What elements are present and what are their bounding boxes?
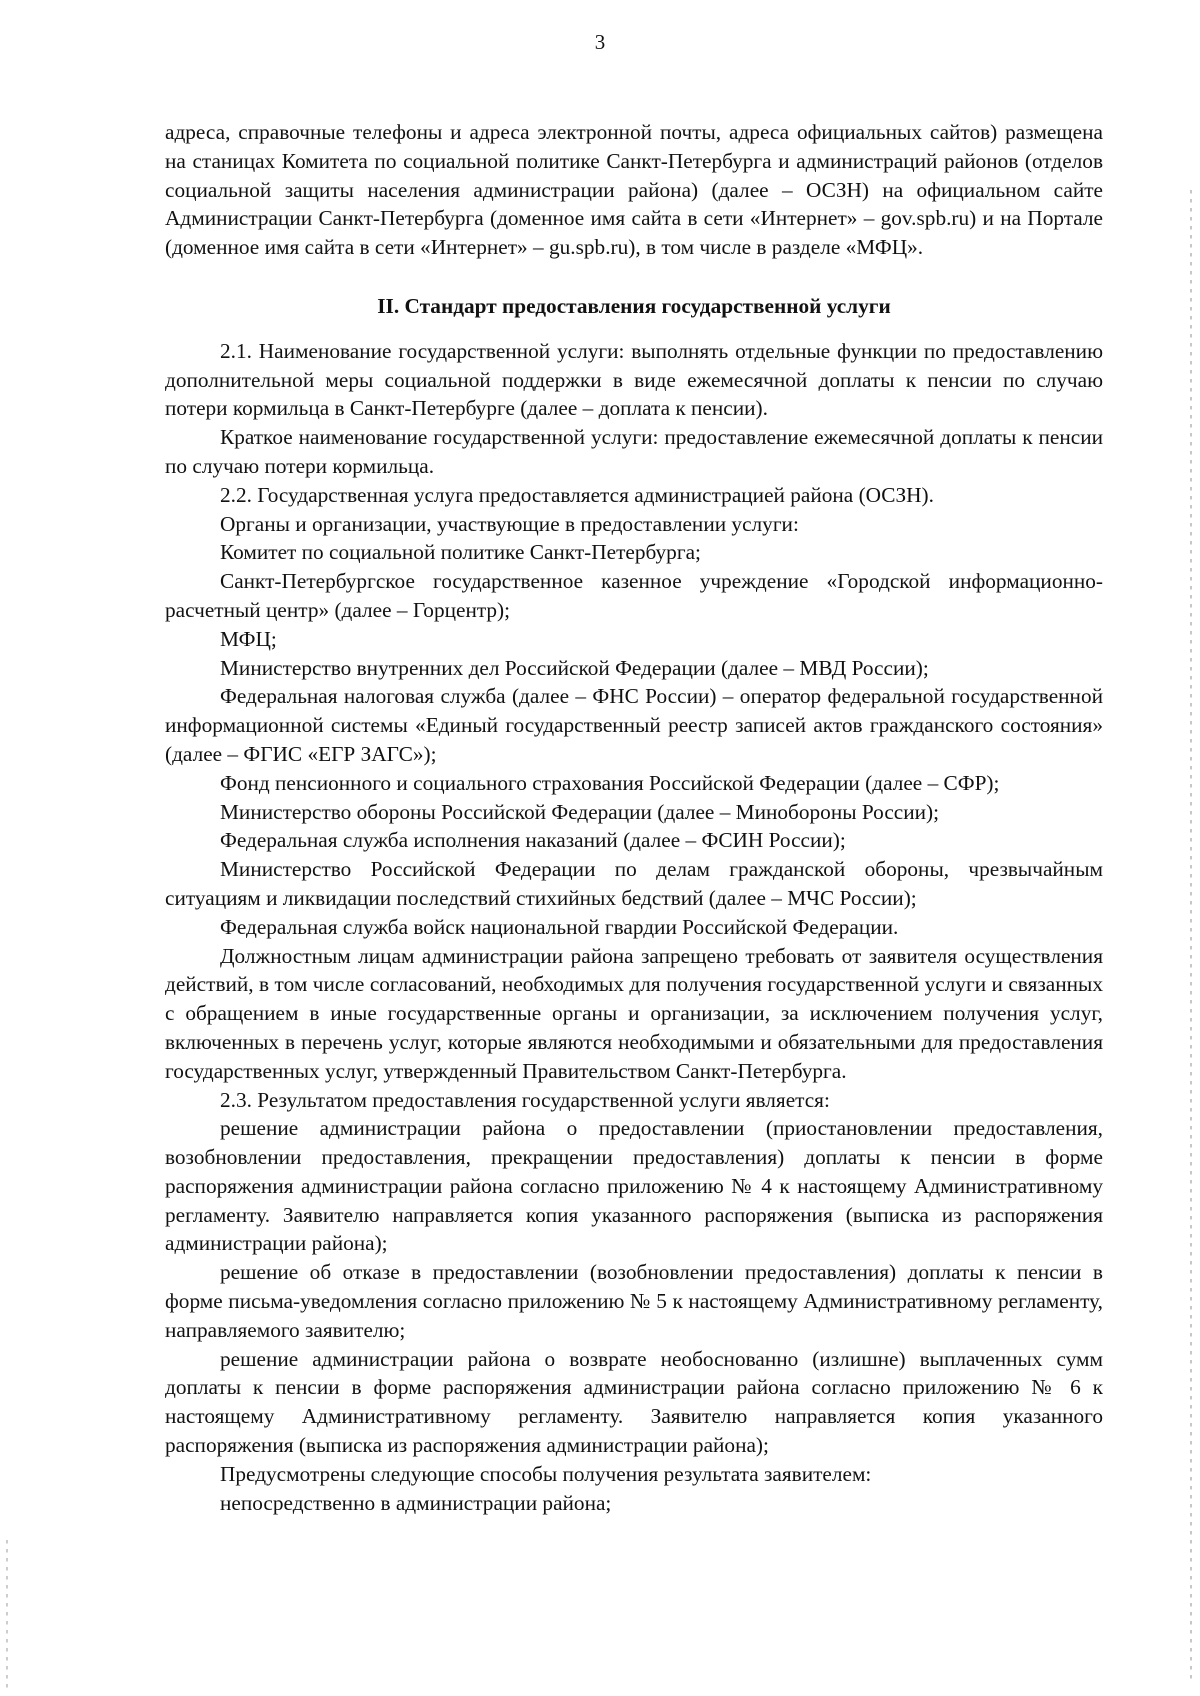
paragraph-prohibition: Должностным лицам администрации района запрещено требовать от заявителя осуществления действий, в том числе согласований, необходимых для получения государственной услуги и связанных с обращением в иные государственные органы и организации, за исключением получения услуг, включенных в перечень услуг, которые являются необходимыми и обязательными для предоставления государственных услуг, утвержденный Правительством Санкт-Петербурга. [165,943,1103,1083]
document-body [165,118,1103,1517]
scan-margin-marks [1190,190,1192,1680]
list-item: решение администрации района о возврате необоснованно (излишне) выплаченных сумм доплаты к пенсии в форме распоряжения администрации района согласно приложению № 6 к настоящему Административному регламенту. Заявителю направляется копия указанного распоряжения (выписка из распоряжения администрации района); [165,1346,1103,1458]
scan-margin-marks-left [6,1540,8,1690]
list-item: решение администрации района о предоставлении (приостановлении предоставления, возобновлении предоставления, прекращении предоставления) доплаты к пенсии в форме распоряжения администрации района согласно приложению № 4 к настоящему Административному регламенту. Заявителю направляется копия указанного распоряжения (выписка из распоряжения администрации района); [165,1116,1103,1256]
page-number: 3 [594,30,606,54]
list-item: Федеральная служба войск национальной гвардии Российской Федерации. [220,914,899,939]
list-item: Федеральная налоговая служба (далее – ФНС России) – оператор федеральной государственной информационной системы «Единый государственный реестр записей актов гражданского состояния» (далее – ФГИС «ЕГР ЗАГС»); [165,684,1103,766]
list-item: непосредственно в администрации района; [220,1490,612,1515]
list-item: Фонд пенсионного и социального страхования Российской Федерации (далее – СФР); [220,770,1000,795]
list-item: Министерство Российской Федерации по делам гражданской обороны, чрезвычайным ситуациям и ликвидации последствий стихийных бедствий (далее – МЧС России); [165,857,1103,910]
list-item: Министерство внутренних дел Российской Федерации (далее – МВД России); [220,655,929,680]
section-heading: II. Стандарт предоставления государственной услуги [377,293,891,318]
paragraph-2-3: 2.3. Результатом предоставления государственной услуги является: [220,1087,830,1112]
paragraph-result-methods: Предусмотрены следующие способы получения результата заявителем: [220,1461,872,1486]
list-item: решение об отказе в предоставлении (возобновлении предоставления) доплаты к пенсии в форме письма-уведомления согласно приложению № 5 к настоящему Административному регламенту, направляемого заявителю; [165,1260,1103,1342]
paragraph-participants-intro: Органы и организации, участвующие в предоставлении услуги: [220,511,799,536]
list-item: Санкт-Петербургское государственное казенное учреждение «Городской информационно-расчетный центр» (далее – Горцентр); [165,569,1103,622]
list-item: Министерство обороны Российской Федерации (далее – Минобороны России); [220,799,940,824]
intro-paragraph: адреса, справочные телефоны и адреса электронной почты, адреса официальных сайтов) размещена на станицах Комитета по социальной политике Санкт-Петербурга и администраций районов (отделов социальной защиты населения администрации района) (далее – ОСЗН) на официальном сайте Администрации Санкт-Петербурга (доменное имя сайта в сети «Интернет» – gov.spb.ru) и на Портале (доменное имя сайта в сети «Интернет» – gu.spb.ru), в том числе в разделе «МФЦ». [165,120,1103,260]
paragraph-short-name: Краткое наименование государственной услуги: предоставление ежемесячной доплаты к пенсии по случаю потери кормильца. [165,425,1103,478]
list-item: Комитет по социальной политике Санкт-Петербурга; [220,540,701,565]
paragraph-2-1: 2.1. Наименование государственной услуги: выполнять отдельные функции по предоставлению дополнительной меры социальной поддержки в виде ежемесячной доплаты к пенсии по случаю потери кормильца в Санкт-Петербурге (далее – доплата к пенсии). [165,338,1103,421]
list-item: МФЦ; [220,626,277,651]
paragraph-2-2: 2.2. Государственная услуга предоставляется администрацией района (ОСЗН). [220,482,934,507]
list-item: Федеральная служба исполнения наказаний (далее – ФСИН России); [220,828,846,853]
